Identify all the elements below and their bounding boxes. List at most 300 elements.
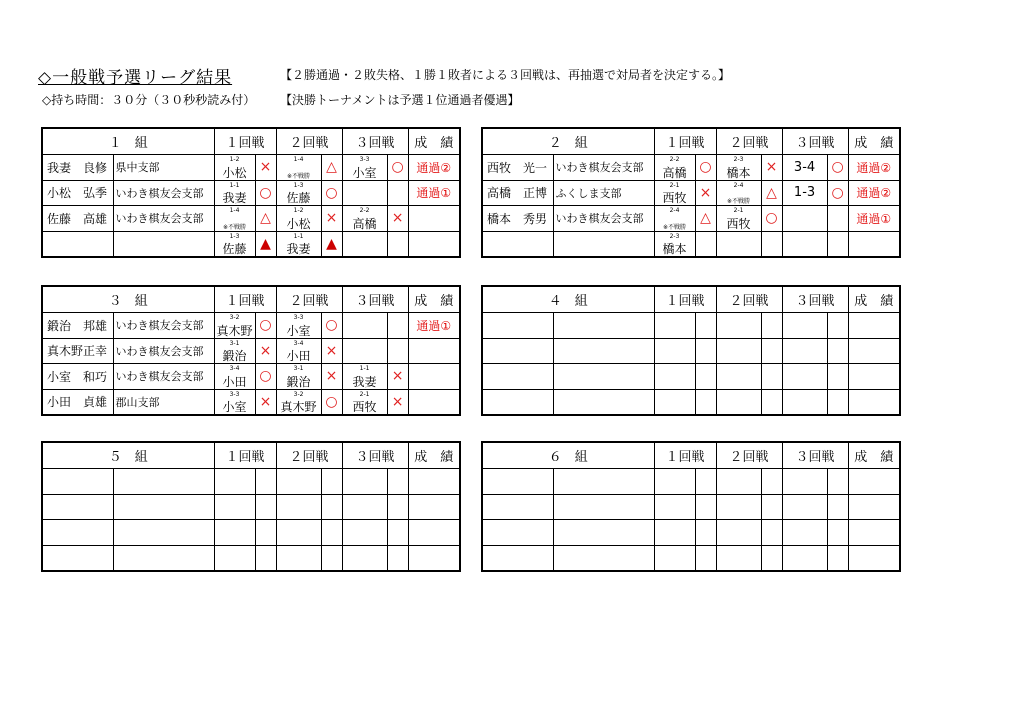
round-r3-opponent: [342, 338, 387, 364]
round-r2-opponent: [716, 155, 761, 181]
round-r2-opponent: [716, 231, 761, 257]
match-number: 2-3: [733, 156, 744, 163]
round-header-r2: ２回戦: [276, 128, 342, 155]
round-r1-opponent: [654, 545, 695, 571]
group-name: ３ 組: [42, 286, 214, 313]
player-name: 鍛治 邦雄: [42, 313, 113, 339]
round-r2-opponent: [716, 338, 761, 364]
round-r2-result: ×: [321, 364, 342, 390]
opponent-name: 小室: [352, 165, 377, 180]
round-r1-opponent: [654, 338, 695, 364]
final-result: [848, 364, 900, 390]
match-number: 3-2: [293, 390, 304, 398]
round-r2-opponent: [276, 520, 321, 546]
player-branch: いわき棋友会支部: [113, 364, 214, 390]
round-r1-result: △: [695, 206, 716, 232]
match-number: 1-3: [229, 232, 240, 240]
final-result: [408, 494, 460, 520]
round-r2-opponent: [276, 545, 321, 571]
group-name: ６ 組: [482, 442, 654, 469]
result-header: 成 績: [408, 128, 460, 155]
round-r2-opponent: [276, 338, 321, 364]
round-r1-opponent: [214, 313, 255, 339]
player-branch: [113, 520, 214, 546]
result-header: 成 績: [848, 128, 900, 155]
round-r1-result: [695, 494, 716, 520]
player-name: [42, 494, 113, 520]
round-header-r3: ３回戦: [782, 286, 848, 313]
final-result: [848, 389, 900, 415]
round-r1-opponent: [654, 494, 695, 520]
round-r1-result: ×: [255, 155, 276, 181]
round-r1-opponent: [214, 364, 255, 390]
round-r1-opponent: [654, 180, 695, 206]
round-header-r1: １回戦: [214, 442, 276, 469]
group-table: [481, 127, 901, 258]
round-r1-result: [255, 469, 276, 495]
round-r3-opponent: [782, 545, 827, 571]
group-table: [41, 127, 461, 258]
round-r3-result: [387, 231, 408, 257]
header-row: [42, 128, 460, 155]
round-r2-opponent: [276, 313, 321, 339]
match-number: 3-3: [229, 390, 240, 398]
final-result: [408, 338, 460, 364]
header-row: [482, 286, 900, 313]
round-r1-result: [695, 389, 716, 415]
player-name: [42, 469, 113, 495]
opponent-name: 小室: [222, 400, 247, 414]
group-name: ２ 組: [482, 128, 654, 155]
player-name: [482, 231, 553, 257]
round-r3-opponent: [342, 494, 387, 520]
final-result: 通過②: [848, 180, 900, 206]
round-r2-result: [321, 469, 342, 495]
opponent-name: 橋本: [662, 242, 687, 256]
round-r2-result: [761, 338, 782, 364]
opponent-name: 高橋: [662, 165, 687, 180]
walkover-note: ※不戦勝: [223, 223, 247, 231]
round-r3-result: ×: [387, 364, 408, 390]
final-result: [408, 389, 460, 415]
match-number: 1-1: [293, 232, 304, 240]
player-name: [42, 545, 113, 571]
round-r1-opponent: [654, 520, 695, 546]
round-r2-result: ○: [321, 180, 342, 206]
round-r1-opponent: [654, 469, 695, 495]
opponent-name: 真木野: [280, 400, 317, 414]
player-name: [42, 520, 113, 546]
match-number: 1-4: [293, 156, 304, 163]
table-row: [482, 338, 900, 364]
round-r3-opponent: [782, 338, 827, 364]
match-number: 1-4: [229, 207, 240, 214]
player-branch: いわき棋友会支部: [553, 155, 654, 181]
round-r2-opponent: [276, 206, 321, 232]
round-r1-result: [695, 364, 716, 390]
final-result: 通過①: [408, 313, 460, 339]
opponent-name: 鍛治: [222, 349, 247, 363]
opponent-name: 我妻: [222, 191, 247, 205]
round-r2-result: [321, 520, 342, 546]
round-r1-opponent: [654, 364, 695, 390]
table-row: [482, 155, 900, 181]
table-row: [42, 206, 460, 232]
walkover-note: ※不戦勝: [287, 172, 311, 180]
round-header-r3: ３回戦: [782, 128, 848, 155]
group-name: ４ 組: [482, 286, 654, 313]
group-table: [481, 285, 901, 416]
round-r1-opponent: [654, 231, 695, 257]
round-r3-result: [827, 389, 848, 415]
final-result: [848, 338, 900, 364]
round-r2-result: [321, 545, 342, 571]
round-r3-result: ○: [387, 155, 408, 181]
round-r1-result: ○: [255, 364, 276, 390]
round-r3-opponent: [342, 364, 387, 390]
round-r3-opponent: [342, 389, 387, 415]
round-r3-opponent: [342, 469, 387, 495]
result-header: 成 績: [848, 286, 900, 313]
opponent-name: 佐藤: [222, 242, 247, 256]
round-r1-result: [255, 520, 276, 546]
round-r1-result: ○: [695, 155, 716, 181]
opponent-name: 小田: [222, 374, 247, 389]
round-r1-result: [255, 494, 276, 520]
player-branch: [553, 338, 654, 364]
final-result: [848, 494, 900, 520]
round-r1-opponent: [214, 494, 255, 520]
round-r2-opponent: [276, 231, 321, 257]
round-header-r2: ２回戦: [276, 442, 342, 469]
opponent-name: 西牧: [662, 191, 687, 205]
player-name: [42, 231, 113, 257]
player-branch: [113, 494, 214, 520]
player-name: 小松 弘季: [42, 180, 113, 206]
match-number: 2-1: [733, 207, 744, 214]
opponent-name: 真木野: [216, 323, 253, 338]
group-table: [481, 441, 901, 572]
opponent-name: 鍛治: [286, 374, 311, 389]
round-header-r2: ２回戦: [716, 286, 782, 313]
player-branch: 県中支部: [113, 155, 214, 181]
match-number: 3-4: [293, 339, 304, 347]
table-row: [42, 520, 460, 546]
round-r1-opponent: [214, 389, 255, 415]
round-r3-opponent: [782, 364, 827, 390]
table-row: [482, 389, 900, 415]
match-number: 3-2: [229, 314, 240, 321]
table-row: [482, 494, 900, 520]
final-result: [848, 231, 900, 257]
player-name: [482, 494, 553, 520]
round-header-r1: １回戦: [654, 128, 716, 155]
final-result: 通過①: [408, 180, 460, 206]
player-name: [482, 364, 553, 390]
opponent-name: 橋本: [726, 165, 751, 180]
final-result: [408, 545, 460, 571]
match-number: 3-4: [229, 365, 240, 372]
round-header-r3: ３回戦: [342, 442, 408, 469]
round-r2-opponent: [276, 494, 321, 520]
round-r3-opponent: [342, 313, 387, 339]
round-r3-result: [387, 494, 408, 520]
round-r2-opponent: [716, 206, 761, 232]
match-number: 2-1: [359, 390, 370, 398]
round-r3-result: [387, 520, 408, 546]
round-r2-result: ×: [321, 206, 342, 232]
round-r2-opponent: [716, 520, 761, 546]
round-r3-result: [827, 520, 848, 546]
match-number: 2-3: [669, 232, 680, 240]
round-r3-score: 3-4: [782, 155, 827, 181]
match-number: 2-2: [359, 207, 370, 214]
round-r2-result: ×: [761, 155, 782, 181]
round-r3-opponent: [342, 520, 387, 546]
round-header-r1: １回戦: [214, 128, 276, 155]
player-name: 橋本 秀男: [482, 206, 553, 232]
time-note: ◇持ち時間：３０分（３０秒秒読み付）: [42, 93, 256, 107]
match-number: 1-2: [229, 156, 240, 163]
final-result: 通過①: [848, 206, 900, 232]
player-name: 小田 貞雄: [42, 389, 113, 415]
round-r1-result: [255, 545, 276, 571]
round-r2-opponent: [276, 469, 321, 495]
round-r3-result: [827, 545, 848, 571]
header-row: [482, 128, 900, 155]
final-result: [408, 231, 460, 257]
round-r2-result: [761, 364, 782, 390]
tournament-note: 【決勝トーナメントは予選１位通過者優遇】: [280, 93, 520, 107]
round-r1-opponent: [214, 520, 255, 546]
round-header-r3: ３回戦: [342, 286, 408, 313]
match-number: 3-1: [293, 365, 304, 372]
round-r3-result: ○: [827, 155, 848, 181]
final-result: 通過②: [408, 155, 460, 181]
page-title: ◇一般戦予選リーグ結果: [38, 68, 233, 88]
round-r2-result: [761, 313, 782, 339]
round-r1-result: [695, 338, 716, 364]
header-row: [482, 442, 900, 469]
player-branch: いわき棋友会支部: [553, 206, 654, 232]
round-r3-opponent: [782, 469, 827, 495]
result-header: 成 績: [848, 442, 900, 469]
table-row: [42, 364, 460, 390]
round-r3-opponent: [342, 206, 387, 232]
round-r2-result: [761, 231, 782, 257]
player-branch: [553, 494, 654, 520]
round-r3-result: [827, 231, 848, 257]
group-name: １ 組: [42, 128, 214, 155]
round-r2-result: [321, 494, 342, 520]
player-branch: [553, 469, 654, 495]
table-row: [482, 206, 900, 232]
round-r3-opponent: [342, 155, 387, 181]
match-number: 3-1: [229, 339, 240, 347]
round-r3-result: [387, 338, 408, 364]
round-header-r2: ２回戦: [716, 442, 782, 469]
player-name: [482, 469, 553, 495]
round-r1-result: [695, 545, 716, 571]
round-r3-result: [387, 180, 408, 206]
round-r3-result: [827, 313, 848, 339]
round-r1-opponent: [214, 338, 255, 364]
round-header-r1: １回戦: [654, 442, 716, 469]
round-r2-result: △: [321, 155, 342, 181]
round-r3-opponent: [782, 494, 827, 520]
round-header-r1: １回戦: [214, 286, 276, 313]
round-r2-result: [761, 520, 782, 546]
player-branch: [553, 364, 654, 390]
round-r1-opponent: [214, 180, 255, 206]
round-r2-opponent: [276, 180, 321, 206]
final-result: [848, 313, 900, 339]
final-result: [408, 206, 460, 232]
round-r2-opponent: [716, 180, 761, 206]
round-r3-result: ×: [387, 206, 408, 232]
player-branch: いわき棋友会支部: [113, 206, 214, 232]
player-branch: [553, 520, 654, 546]
opponent-name: 小室: [286, 323, 311, 338]
round-r1-opponent: [654, 389, 695, 415]
player-branch: いわき棋友会支部: [113, 180, 214, 206]
match-number: 2-1: [669, 181, 680, 189]
opponent-name: 小松: [286, 216, 311, 231]
opponent-name: 西牧: [352, 400, 377, 414]
group-table: [41, 441, 461, 572]
round-r2-opponent: [716, 389, 761, 415]
round-r3-result: [387, 313, 408, 339]
player-name: [482, 389, 553, 415]
round-r3-opponent: [342, 180, 387, 206]
player-branch: 郡山支部: [113, 389, 214, 415]
match-number: 1-1: [359, 365, 370, 372]
round-r2-opponent: [716, 469, 761, 495]
round-r3-opponent: [782, 231, 827, 257]
round-r2-result: △: [761, 180, 782, 206]
match-number: 3-3: [293, 314, 304, 321]
table-row: [42, 180, 460, 206]
player-name: 真木野正幸: [42, 338, 113, 364]
round-r3-result: [387, 545, 408, 571]
table-row: [42, 338, 460, 364]
match-number: 2-4: [669, 207, 680, 214]
round-r1-opponent: [214, 469, 255, 495]
table-row: [42, 313, 460, 339]
round-r1-result: ○: [255, 313, 276, 339]
round-r2-result: [761, 389, 782, 415]
round-r3-opponent: [342, 231, 387, 257]
table-row: [42, 231, 460, 257]
round-r2-result: [761, 545, 782, 571]
table-row: [42, 155, 460, 181]
final-result: 通過②: [848, 155, 900, 181]
round-r3-opponent: [342, 545, 387, 571]
round-r3-result: [827, 364, 848, 390]
player-name: 高橋 正博: [482, 180, 553, 206]
round-r3-opponent: [782, 206, 827, 232]
walkover-note: ※不戦勝: [727, 198, 751, 205]
opponent-name: 高橋: [352, 216, 377, 231]
round-r1-result: ×: [695, 180, 716, 206]
round-r1-opponent: [654, 313, 695, 339]
round-r2-opponent: [716, 494, 761, 520]
table-row: [482, 520, 900, 546]
round-r1-opponent: [654, 206, 695, 232]
table-row: [482, 545, 900, 571]
player-branch: [113, 469, 214, 495]
round-r1-opponent: [214, 155, 255, 181]
round-r3-result: [827, 338, 848, 364]
table-row: [482, 180, 900, 206]
round-r1-opponent: [654, 155, 695, 181]
player-name: [482, 338, 553, 364]
round-r1-result: [695, 313, 716, 339]
round-r1-result: ×: [255, 389, 276, 415]
match-number: 3-3: [359, 156, 370, 163]
round-r2-result: [761, 469, 782, 495]
player-name: 我妻 良修: [42, 155, 113, 181]
round-header-r1: １回戦: [654, 286, 716, 313]
round-r1-opponent: [214, 231, 255, 257]
round-r2-result: [761, 494, 782, 520]
round-r2-opponent: [716, 364, 761, 390]
player-name: [482, 313, 553, 339]
match-number: 1-3: [293, 181, 304, 189]
round-r1-result: [695, 231, 716, 257]
player-name: 小室 和巧: [42, 364, 113, 390]
match-number: 1-2: [293, 207, 304, 214]
round-header-r3: ３回戦: [782, 442, 848, 469]
round-r2-result: ○: [321, 389, 342, 415]
rule-note: 【２勝通過・２敗失格、１勝１敗者による３回戦は、再抽選で対局者を決定する。】: [280, 68, 731, 82]
round-r3-opponent: [782, 389, 827, 415]
round-r1-result: [695, 469, 716, 495]
opponent-name: 佐藤: [286, 191, 311, 205]
table-row: [42, 389, 460, 415]
round-r3-result: ×: [387, 389, 408, 415]
round-r3-score: 1-3: [782, 180, 827, 206]
final-result: [848, 545, 900, 571]
round-r2-opponent: [276, 364, 321, 390]
result-header: 成 績: [408, 286, 460, 313]
table-row: [482, 364, 900, 390]
opponent-name: 西牧: [726, 216, 751, 231]
round-header-r2: ２回戦: [716, 128, 782, 155]
round-header-r3: ３回戦: [342, 128, 408, 155]
result-header: 成 績: [408, 442, 460, 469]
final-result: [408, 469, 460, 495]
round-r3-result: ○: [827, 180, 848, 206]
group-table: [41, 285, 461, 416]
round-r3-result: [827, 469, 848, 495]
final-result: [848, 520, 900, 546]
round-r1-result: [695, 520, 716, 546]
table-row: [42, 494, 460, 520]
round-r2-result: ×: [321, 338, 342, 364]
final-result: [408, 364, 460, 390]
round-r3-opponent: [782, 520, 827, 546]
round-r3-opponent: [782, 313, 827, 339]
player-name: [482, 520, 553, 546]
player-branch: いわき棋友会支部: [113, 338, 214, 364]
round-r1-result: △: [255, 206, 276, 232]
table-row: [42, 469, 460, 495]
round-r1-result: ▲: [255, 231, 276, 257]
round-r2-opponent: [276, 389, 321, 415]
round-r3-result: [827, 206, 848, 232]
match-number: 2-4: [733, 181, 744, 189]
